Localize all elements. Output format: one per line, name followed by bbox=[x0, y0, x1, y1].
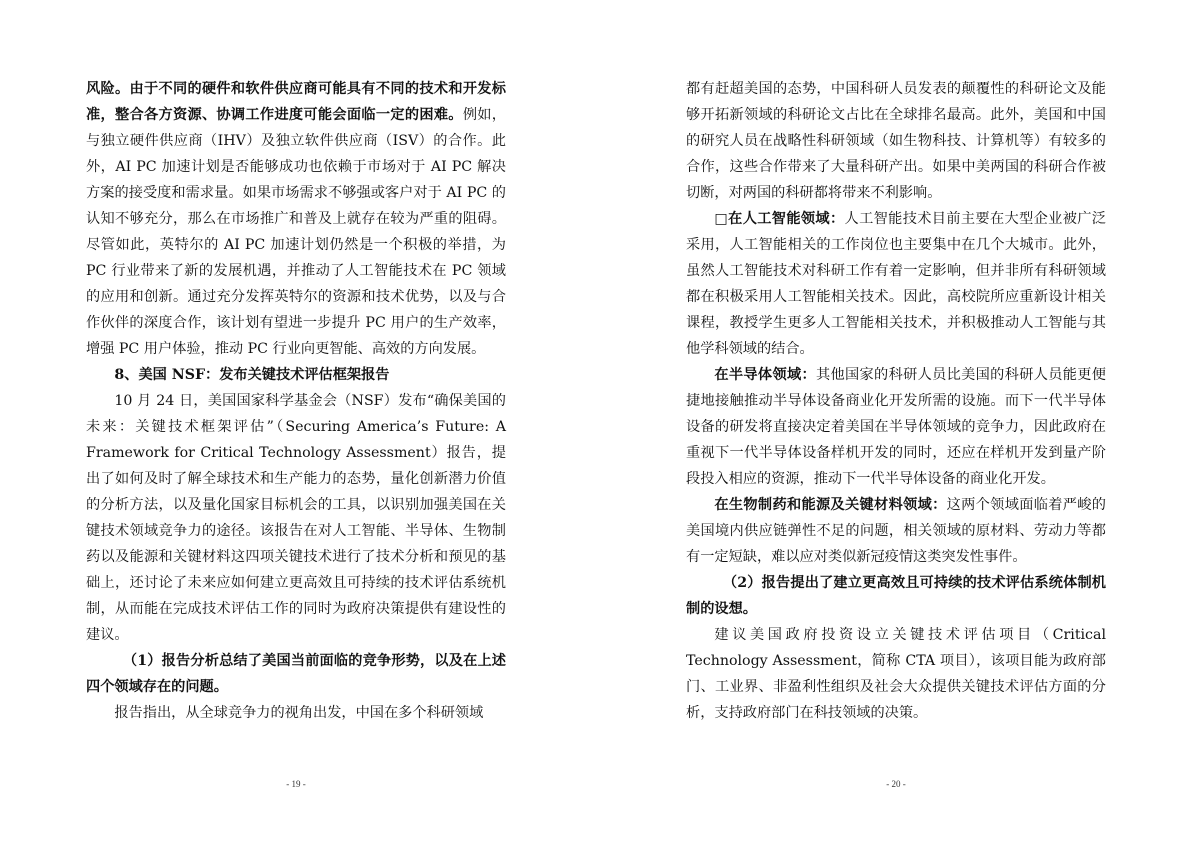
subheading-2 bbox=[686, 570, 1106, 622]
page-19-body bbox=[86, 76, 506, 726]
page-19 bbox=[86, 0, 506, 842]
semiconductor-field-label: 在半导体领域： bbox=[714, 367, 816, 383]
page-20 bbox=[686, 0, 1106, 842]
paragraph-report-points: 报告指出，从全球竞争力的视角出发，中国在多个科研领域 bbox=[114, 705, 484, 721]
page-number-20: - 20 - bbox=[886, 779, 906, 789]
semiconductor-field-text: 其他国家的科研人员比美国的科研人员能更便捷地接触推动半导体设备商业化开发所需的设施。而下一代半导体设备的研发将直接决定着美国在半导体领域的竞争力，因此政府在重视下一代半导体设备样机开发的同时，还应在样机开发到量产阶段投入相应的资源，推动下一代半导体设备的商业化开发。 bbox=[686, 367, 1106, 487]
page-number-19: - 19 - bbox=[286, 779, 306, 789]
paragraph-risk-text: 例如，与独立硬件供应商（IHV）及独立软件供应商（ISV）的合作。此外，AI PC 加速计划是否能够成功也依赖于市场对于 AI PC 解决方案的接受度和需求量。如果市场需求不够强或客户对于 AI PC 的认知不够充分，那么在市场推广和普及上就存在较为严重的阻碍。尽管如此，英特尔的 AI PC 加速计划仍然是一个积极的举措，为 PC 行业带来了新的发展机遇，并推动了人工智能技术在 PC 领域的应用和创新。通过充分发挥英特尔的资源和技术优势，以及与合作伙伴的深度合作，该计划有望进一步提升 PC 用户的生产效率，增强 PC 用户体验，推动 PC 行业向更智能、高效的方向发展。 bbox=[86, 107, 506, 357]
paragraph-nsf-report: 10 月 24 日，美国国家科学基金会（NSF）发布“确保美国的未来：关键技术框架评估”（Securing America’s Future: A Framework for Critical Technology Assessment）报告，提出了如何及时了解全球技术和生产能力的态势，量化创新潜力价值的分析方法，以及量化国家目标机会的工具，以识别加强美国在关键技术领域竞争力的途径。该报告在对人工智能、半导体、生物制药以及能源和关键材料这四项关键技术进行了技术分析和预见的基础上，还讨论了未来应如何建立更高效且可持续的技术评估系统机制，从而能在完成技术评估工作的同时为政府决策提供有建设性的建议。 bbox=[86, 393, 506, 643]
paragraph-ai-field bbox=[686, 206, 1106, 362]
bio-energy-field-label: 在生物制药和能源及关键材料领域： bbox=[714, 497, 947, 513]
bold-risk-sentence: 风险。由于不同的硬件和软件供应商可能具有不同的技术和开发标准，整合各方资源、协调工作进度可能会面临一定的困难。 bbox=[86, 81, 506, 123]
subheading-2-text: （2）报告提出了建立更高效且可持续的技术评估系统体制机制的设想。 bbox=[686, 575, 1106, 617]
section-heading-8-text: 8、美国 NSF：发布关键技术评估框架报告 bbox=[114, 367, 390, 383]
ai-field-label: 在人工智能领域： bbox=[728, 211, 845, 227]
paragraph-risk bbox=[86, 76, 506, 362]
subheading-1 bbox=[86, 648, 506, 700]
paragraph-bio-energy-field bbox=[686, 492, 1106, 570]
page-20-body bbox=[686, 76, 1106, 726]
ai-field-text: 人工智能技术目前主要在大型企业被广泛采用，人工智能相关的工作岗位也主要集中在几个大城市。此外，虽然人工智能技术对科研工作有着一定影响，但并非所有科研领域都在积极采用人工智能相关技术。因此，高校院所应重新设计相关课程，教授学生更多人工智能相关技术，并积极推动人工智能与其他学科领域的结合。 bbox=[686, 211, 1106, 357]
bio-energy-field-text: 这两个领域面临着严峻的美国境内供应链弹性不足的问题，相关领域的原材料、劳动力等都有一定短缺，难以应对类似新冠疫情这类突发性事件。 bbox=[686, 497, 1106, 565]
paragraph-semiconductor-field bbox=[686, 362, 1106, 492]
paragraph-china-competition: 都有赶超美国的态势，中国科研人员发表的颠覆性的科研论文及能够开拓新领域的科研论文占比在全球排名最高。此外，美国和中国的研究人员在战略性科研领域（如生物科技、计算机等）有较多的合作，这些合作带来了大量科研产出。如果中美两国的科研合作被切断，对两国的科研都将带来不利影响。 bbox=[686, 81, 1106, 201]
paragraph-cta-proposal: 建议美国政府投资设立关键技术评估项目（Critical Technology Assessment，简称 CTA 项目），该项目能为政府部门、工业界、非盈利性组织及社会大众提供关键技术评估方面的分析，支持政府部门在科技领域的决策。 bbox=[686, 627, 1106, 721]
section-heading-8 bbox=[86, 362, 506, 388]
checkbox-glyph: □ bbox=[714, 211, 729, 227]
subheading-1-text: （1）报告分析总结了美国当前面临的竞争形势，以及在上述四个领域存在的问题。 bbox=[86, 653, 506, 695]
